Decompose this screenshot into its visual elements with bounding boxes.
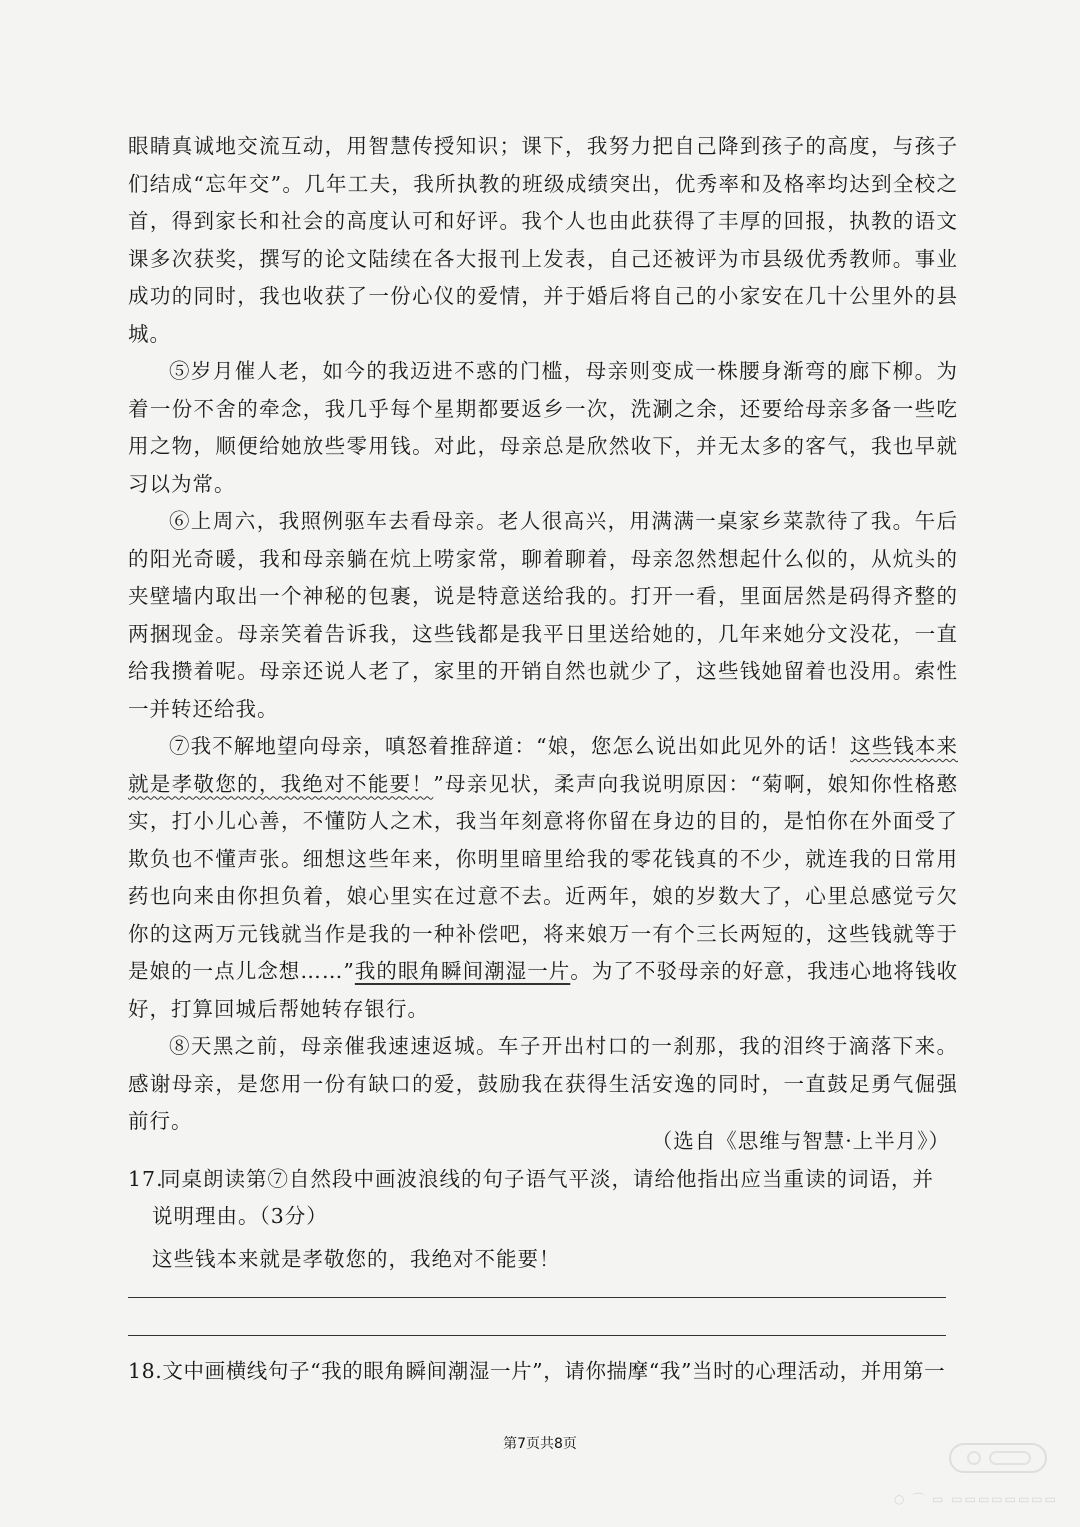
- wavy-underlined-sentence: 这些钱本来就是孝敬您的，我绝对不能要！: [128, 734, 958, 796]
- watermark-logo-icon: [944, 1440, 1054, 1476]
- answer-line-1[interactable]: [128, 1297, 946, 1298]
- paragraph-intro: 眼睛真诚地交流互动，用智慧传授知识；课下，我努力把自己降到孩子的高度，与孩子们结成“忘年交”。几年工夫，我所执教的班级成绩突出，优秀率和及格率均达到全校之首，得到家长和社会的高度认可和好评。我个人也由此获得了丰厚的回报，执教的语文课多次获奖，撰写的论文陆续在各大报刊上发表，自己还被评为市县级优秀教师。事业成功的同时，我也收获了一份心仪的爱情，并于婚后将自己的小家安在几十公里外的县城。: [128, 134, 958, 346]
- question-17-line-1: [128, 1161, 958, 1198]
- answer-line-2[interactable]: [128, 1335, 946, 1336]
- paragraph-6: ⑥上周六，我照例驱车去看母亲。老人很高兴，用满满一桌家乡菜款待了我。午后的阳光奇暖，我和母亲躺在炕上唠家常，聊着聊着，母亲忽然想起什么似的，从炕头的夹壁墙内取出一个神秘的包裹，说是特意送给我的。打开一看，里面居然是码得齐整的两捆现金。母亲笑着告诉我，这些钱都是我平日里送给她的，几年来她分文没花，一直给我攒着呢。母亲还说人老了，家里的开销自然也就少了，这些钱她留着也没用。索性一并转还给我。: [128, 509, 958, 721]
- question-17-sentence: 这些钱本来就是孝敬您的，我绝对不能要！: [152, 1247, 561, 1271]
- paragraph-7-part-a: ⑦我不解地望向母亲，嗔怒着推辞道：“娘，您怎么说出如此见外的话！: [169, 734, 851, 758]
- source-citation: （选自《思维与智慧·上半月》）: [651, 1129, 950, 1153]
- paragraph-7-part-c: 。为了不驳母亲的好意，我违心地将钱收好，打算回城后帮她转存银行。: [128, 959, 959, 1021]
- paragraph-7-part-b: ”母亲见状，柔声向我说明原因：“菊啊，娘知你性格憨实，打小儿心善，不懂防人之术，我当年刻意将你留在身边的目的，是怕你在外面受了欺负也不懂声张。细想这些年来，你明里暗里给我的零花钱真的不少，就连我的日常用药也向来由你担负着，娘心里实在过意不去。近两年，娘的岁数大了，心里总感觉亏欠你的这两万元钱就当作是我的一种补偿吧，将来娘万一有个三长两短的，这些钱就等于是娘的一点儿念想……”: [128, 771, 958, 983]
- underlined-sentence: 我的眼角瞬间潮湿一片: [354, 959, 571, 983]
- question-17: [128, 1161, 958, 1278]
- paragraph-7: [128, 728, 958, 1028]
- paragraph-5: ⑤岁月催人老，如今的我迈进不惑的门槛，母亲则变成一株腰身渐弯的廊下柳。为着一份不舍的牵念，我几乎每个星期都要返乡一次，洗涮之余，还要给母亲多备一些吃用之物，顺便给她放些零用钱。对此，母亲总是欣然收下，并无太多的客气，我也早就习以为常。: [128, 359, 958, 496]
- page-number: 第7页共8页: [503, 1436, 577, 1452]
- paragraph-8: ⑧天黑之前，母亲催我速速返城。车子开出村口的一刹那，我的泪终于滴落下来。感谢母亲，是您用一份有缺口的爱，鼓励我在获得生活安逸的同时，一直鼓足勇气倔强前行。: [128, 1034, 958, 1133]
- question-18: 18.文中画横线句子“我的眼角瞬间潮湿一片”，请你揣摩“我”当时的心理活动，并用第一: [128, 1359, 946, 1383]
- reading-passage: [128, 128, 958, 1141]
- watermark-text: ○ ⌒ ▭ ▭▭▭▭▭▭▭▭: [894, 1492, 1058, 1506]
- question-number: 17.: [128, 1167, 164, 1191]
- question-17-text-a: 同桌朗读第⑦自然段中画波浪线的句子语气平淡，请给他指出应当重读的词语，并: [160, 1167, 934, 1191]
- question-17-text-b: 说明理由。（3分）: [152, 1204, 328, 1228]
